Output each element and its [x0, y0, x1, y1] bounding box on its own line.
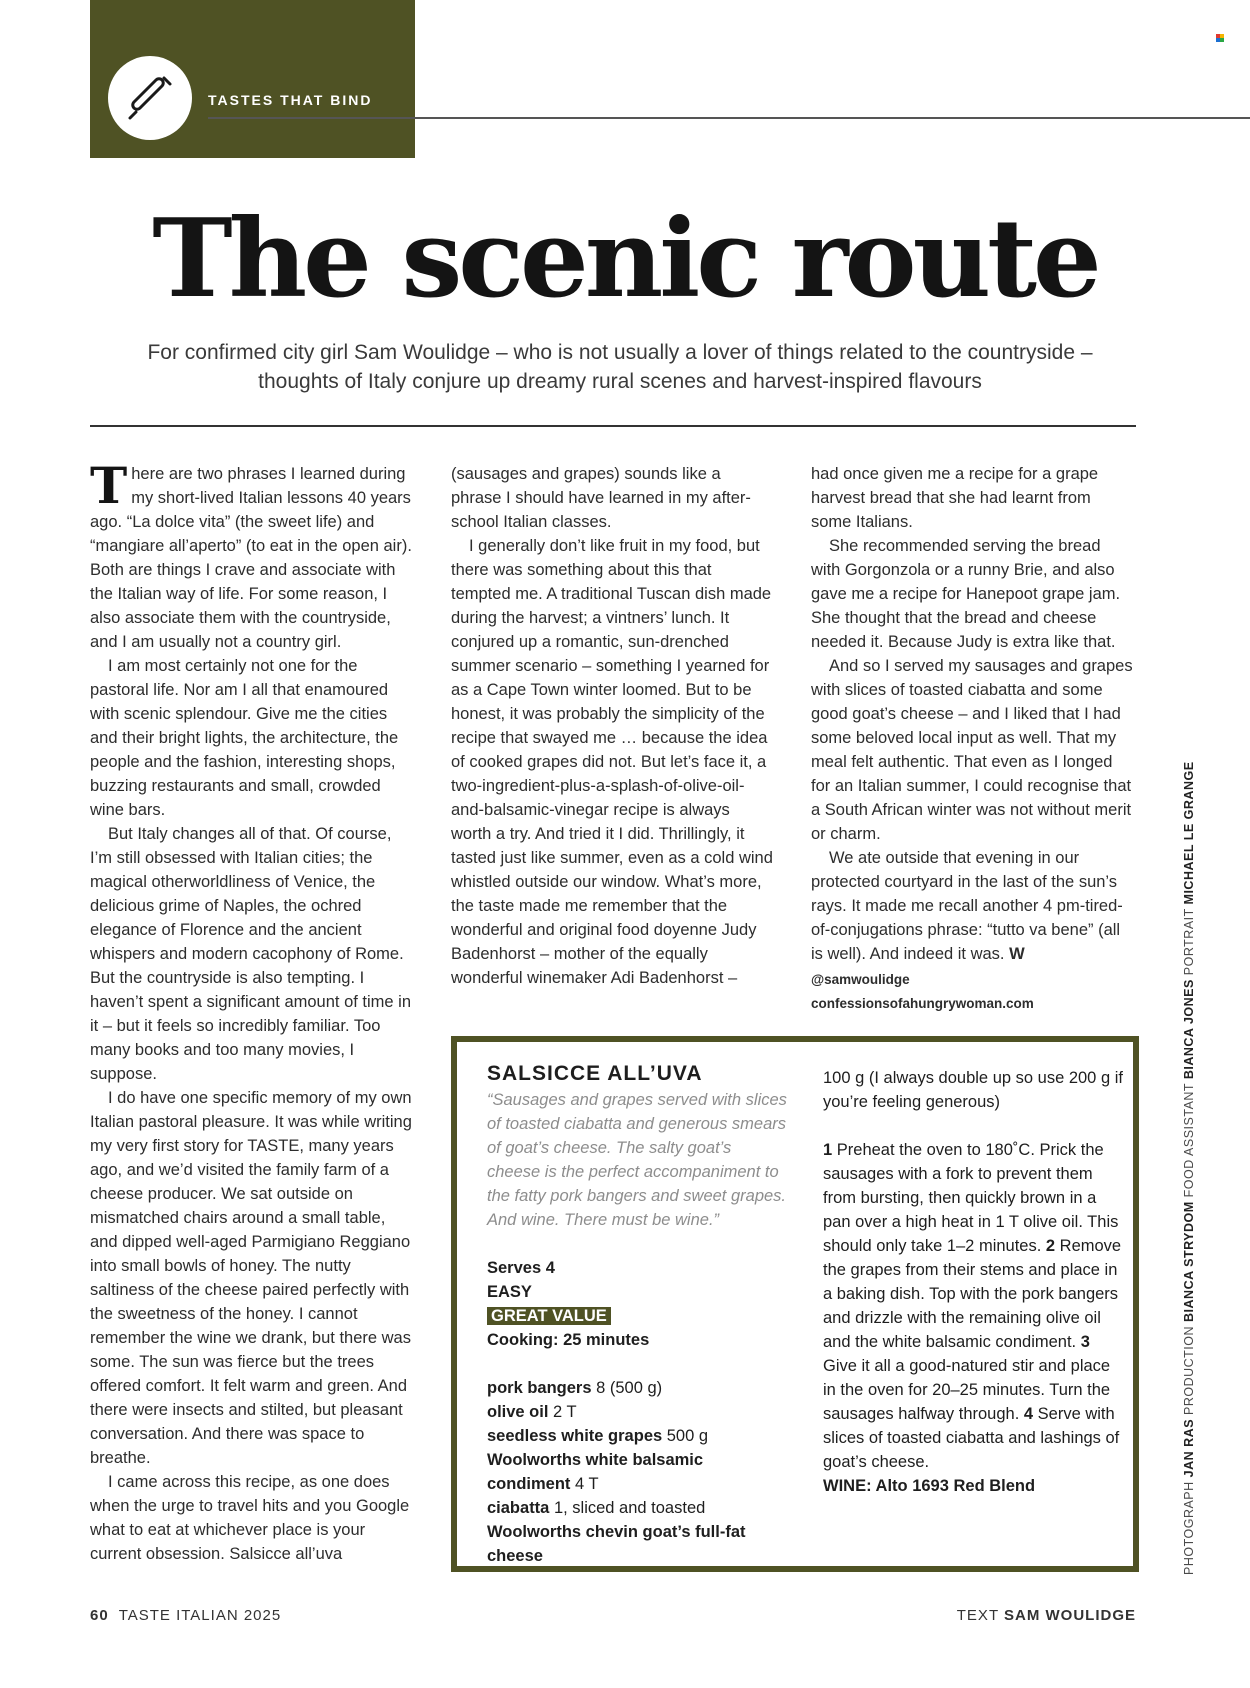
page-footer-left — [90, 1607, 281, 1624]
credit-label: PORTRAIT — [1182, 904, 1196, 980]
credit-label: PHOTOGRAPH — [1182, 1477, 1196, 1575]
drop-cap: T — [90, 456, 128, 515]
ingredient-item — [487, 1496, 787, 1520]
article-paragraph: She recommended serving the bread with Gorgonzola or a runny Brie, and also gave me a recipe for Hanepoot grape jam. She thought that the bread and cheese needed it. Because Judy is extra like that. — [811, 537, 1121, 651]
article-paragraph: (sausages and grapes) sounds like a phrase I should have learned in my after-school Italian classes. — [451, 465, 751, 531]
ingredient-item — [487, 1400, 787, 1424]
publisher-logo-icon — [1216, 34, 1224, 42]
section-icon-badge — [108, 56, 192, 140]
article-paragraph: I came across this recipe, as one does when the urge to travel hits and you Google what to eat at whichever place is your current obsession. Salsicce all’uva — [90, 1473, 410, 1563]
article-paragraph: had once given me a recipe for a grape harvest bread that she had learnt from some Italians. — [811, 465, 1099, 531]
step-number: 4 — [1023, 1405, 1034, 1423]
paragraph-text: We ate outside that evening in our protected courtyard in the last of the sun’s rays. It made me recall another 4 pm-tired-of-conjugations phrase: “tutto va bene” (all is well). And indeed it was. — [811, 849, 1123, 963]
rolling-pin-icon — [124, 72, 176, 124]
article-column-3 — [811, 462, 1133, 1016]
article-paragraph: I am most certainly not one for the pastoral life. Nor am I all that enamoured with scenic splendour. Give me the cities and their bright lights, the architecture, the people and the fashion, interesting shops, buzzing restaurants and small, crowded wine bars. — [90, 657, 399, 819]
footer-text-label: TEXT — [956, 1607, 1004, 1624]
recipe-column-1 — [487, 1062, 787, 1568]
ingredient-name: Woolworths white balsamic condiment — [487, 1451, 704, 1493]
ingredient-list — [487, 1376, 787, 1568]
footer-author: SAM WOULIDGE — [1004, 1607, 1136, 1624]
social-handles: @samwoulidge confessionsofahungrywoman.com — [811, 972, 1034, 1011]
value-badge: GREAT VALUE — [487, 1307, 611, 1325]
credit-label: PRODUCTION — [1182, 1321, 1196, 1419]
ingredient-name: ciabatta — [487, 1499, 550, 1517]
article-column-2 — [451, 462, 773, 990]
credit-name: BIANCA JONES — [1182, 979, 1196, 1080]
article-paragraph — [90, 456, 412, 654]
wine-pairing: WINE: Alto 1693 Red Blend — [823, 1477, 1036, 1495]
publication-name: TASTE ITALIAN 2025 — [118, 1607, 282, 1624]
step-number: 3 — [1080, 1333, 1090, 1351]
step-text: Serve with slices of toasted ciabatta and lashings of goat’s cheese. — [823, 1405, 1120, 1471]
step-text: Remove the grapes from their stems and place in a baking dish. Top with the pork bangers and drizzle with the remaining olive oil and the white balsamic condiment. — [823, 1237, 1122, 1351]
step-text: Give it all a good-natured stir and place in the oven for 20–25 minutes. Turn the sausages halfway through. — [823, 1357, 1111, 1423]
headline: The scenic route — [152, 196, 1098, 322]
recipe-method — [823, 1138, 1123, 1474]
ingredient-name: olive oil — [487, 1403, 549, 1421]
standfirst — [90, 338, 1150, 396]
photo-credits — [1182, 761, 1196, 1575]
ingredient-item — [487, 1520, 787, 1568]
recipe-column-2 — [823, 1066, 1123, 1498]
ingredient-name: Woolworths chevin goat’s full-fat cheese — [487, 1523, 746, 1565]
step-number: 1 — [823, 1141, 833, 1159]
section-label: TASTES THAT BIND — [208, 92, 373, 108]
ingredient-qty: 1, sliced and toasted — [549, 1499, 706, 1517]
ingredient-qty: 8 (500 g) — [591, 1379, 663, 1397]
ingredient-qty: 4 T — [570, 1475, 599, 1493]
article-paragraph — [811, 846, 1133, 966]
ingredient-item — [487, 1448, 787, 1496]
article-paragraph: But Italy changes all of that. Of course, I’m still obsessed with Italian cities; the magical otherworldliness of Venice, the delicious grime of Naples, the ochred elegance of Florence and the ancient whispers and modern cacophony of Rome. But the countryside is also tempting. I haven’t spent a significant amount of time in it – but it feels so incredibly familiar. Too many books and too many movies, I suppose. — [90, 825, 412, 1083]
standfirst-line: thoughts of Italy conjure up dreamy rural scenes and harvest-inspired flavours — [258, 370, 982, 393]
ingredient-item — [487, 1424, 787, 1448]
recipe-serves: Serves 4 — [487, 1259, 555, 1277]
credit-label: FOOD ASSISTANT — [1182, 1079, 1196, 1202]
page-footer-right — [957, 1607, 1136, 1624]
paragraph-text: here are two phrases I learned during my short-lived Italian lessons 40 years ago. “La dolce vita” (the sweet life) and “mangiare all’aperto” (to eat in the open air). Both are things I crave and associate with the Italian way of life. For some reason, I also associate them with the countryside, and I am usually not a country girl. — [90, 465, 412, 651]
article-paragraph: I do have one specific memory of my own Italian pastoral pleasure. It was while writing my very first story for TASTE, many years ago, and we’d visited the family farm of a cheese producer. We sat outside on mismatched chairs around a small table, and dipped well-aged Parmigiano Reggiano into small bowls of honey. The nutty saltiness of the cheese paired perfectly with the sweetness of the honey. I cannot remember the wine we drank, but there was some. The sun was fierce but the trees offered comfort. It felt warm and green. And there were insects and stilted, but pleasant conversation. And there was space to breathe. — [90, 1089, 412, 1467]
ingredient-qty: 2 T — [548, 1403, 577, 1421]
page-number: 60 — [90, 1607, 109, 1624]
ingredient-name: seedless white grapes — [487, 1427, 663, 1445]
step-text: Preheat the oven to 180˚C. Prick the sausages with a fork to prevent them from bursting, then quickly brown in a pan over a high heat in 1 T olive oil. This should only take 1–2 minutes. — [823, 1141, 1119, 1255]
ingredient-name: pork bangers — [487, 1379, 592, 1397]
article-paragraph: And so I served my sausages and grapes with slices of toasted ciabatta and some good goat’s cheese – and I liked that I had some beloved local input as well. That my meal felt authentic. That even as I longed for an Italian summer, I could recognise that a South African winter was not without merit or charm. — [811, 657, 1133, 843]
recipe-title: SALSICCE ALL’UVA — [487, 1062, 703, 1085]
credit-name: BIANCA STRYDOM — [1182, 1201, 1196, 1322]
credit-name: MICHAEL LE GRANGE — [1182, 761, 1196, 905]
ingredient-qty-continued: 100 g (I always double up so use 200 g if you’re feeling generous) — [823, 1069, 1123, 1111]
recipe-difficulty: EASY — [487, 1283, 532, 1301]
ingredient-item — [487, 1376, 787, 1400]
standfirst-line: For confirmed city girl Sam Woulidge – who is not usually a lover of things related to the countryside – — [147, 341, 1093, 364]
headline-rule — [90, 425, 1136, 427]
article-column-1 — [90, 456, 412, 1566]
recipe-quote: “Sausages and grapes served with slices of toasted ciabatta and generous smears of goat’s cheese. The salty goat’s cheese is the perfect accompaniment to the fatty pork bangers and sweet grapes. And wine. There must be wine.” — [487, 1091, 787, 1229]
step-number: 2 — [1045, 1237, 1056, 1255]
ingredient-qty: 500 g — [662, 1427, 709, 1445]
end-mark: W — [1009, 945, 1025, 963]
article-paragraph: I generally don’t like fruit in my food, but there was something about this that tempted me. A traditional Tuscan dish made during the harvest; a vintners’ lunch. It conjured up a romantic, sun-drenched summer scenario – something I yearned for as a Cape Town winter loomed. But to be honest, it was probably the simplicity of the recipe that swayed me … because the idea of cooked grapes did not. But let’s face it, a two-ingredient-plus-a-splash-of-olive-oil-and-balsamic-vinegar recipe is always worth a try. And tried it I did. Thrillingly, it tasted just like summer, even as a cold wind whistled outside our window. What’s more, the taste made me remember that the wonderful and original food doyenne Judy Badenhorst – mother of the equally wonderful winemaker Adi Badenhorst – — [451, 537, 773, 987]
credit-name: JAN RAS — [1182, 1418, 1196, 1478]
recipe-box — [451, 1036, 1139, 1572]
recipe-cooking-time: Cooking: 25 minutes — [487, 1331, 650, 1349]
section-rule — [208, 117, 1250, 119]
recipe-meta — [487, 1256, 787, 1352]
